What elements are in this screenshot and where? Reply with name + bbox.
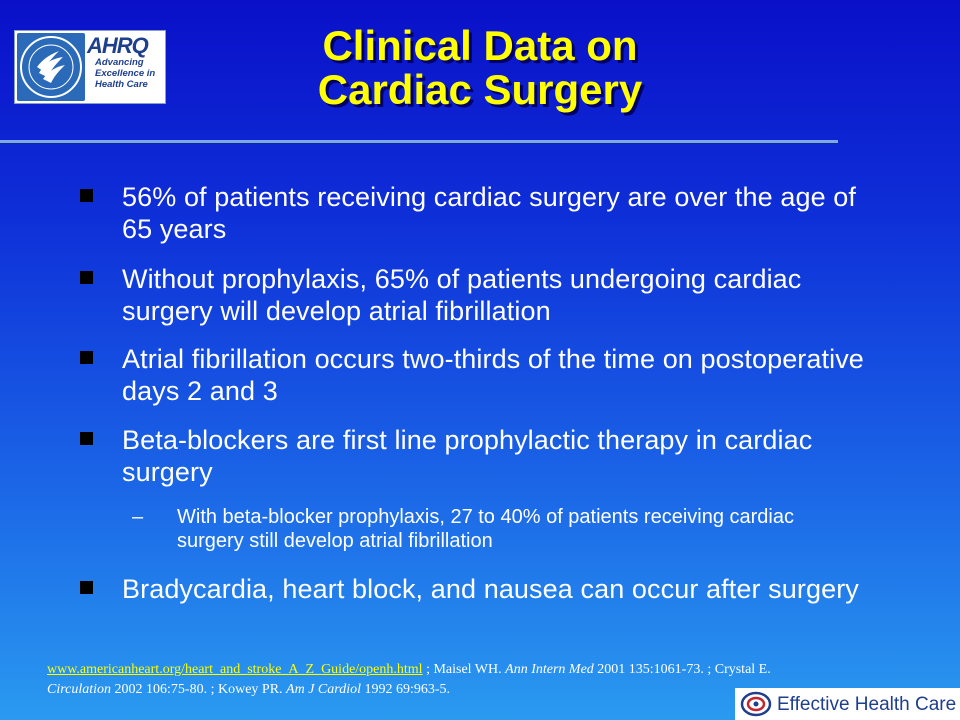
bullet-item — [80, 181, 880, 245]
dash-bullet: – — [132, 506, 144, 528]
bullet-item — [80, 263, 880, 327]
bullet-text: 56% of patients receiving cardiac surgery are over the age of 65 years — [122, 182, 857, 244]
square-bullet-icon — [80, 351, 93, 364]
reference-text: 2002 106:75-80. ; Kowey PR. — [111, 682, 287, 697]
title-divider — [0, 140, 838, 143]
sub-bullet-text: With beta-blocker prophylaxis, 27 to 40% of patients receiving cardiac surgery still develop atrial fibrillation — [177, 506, 794, 552]
ahrq-tagline-3: Health Care — [95, 79, 148, 90]
ahrq-tagline-1: Advancing — [95, 57, 144, 68]
slide-title-line-1: Clinical Data on — [322, 22, 638, 69]
sub-bullet-item — [132, 505, 852, 553]
effective-health-care-text: Effective Health Care — [777, 694, 957, 715]
hhs-seal-icon — [17, 33, 85, 101]
ahrq-wordmark: AHRQ — [87, 33, 148, 58]
ahrq-logo — [87, 35, 165, 101]
square-bullet-icon — [80, 581, 93, 594]
reference-text: 2001 135:1061-73. ; Crystal E. — [593, 662, 771, 677]
square-bullet-icon — [80, 432, 93, 445]
reference-text: ; Maisel WH. — [422, 662, 506, 677]
effective-health-care-icon — [739, 690, 773, 718]
bullet-text: Without prophylaxis, 65% of patients undergoing cardiac surgery will develop atrial fibrillation — [122, 264, 802, 326]
slide-title-line-2: Cardiac Surgery — [317, 66, 643, 113]
reference-link[interactable]: www.americanheart.org/heart_and_stroke_A_Z_Guide/openh.html — [47, 662, 423, 677]
bullet-text: Beta-blockers are first line prophylactic therapy in cardiac surgery — [122, 425, 813, 487]
bullet-item — [80, 573, 880, 605]
slide-title — [230, 24, 730, 112]
bullet-item — [80, 343, 880, 407]
bullet-text: Bradycardia, heart block, and nausea can occur after surgery — [122, 574, 859, 604]
agency-logo-box — [14, 30, 166, 104]
bullet-item — [80, 424, 880, 488]
square-bullet-icon — [80, 271, 93, 284]
reference-text: 1992 69:963-5. — [360, 682, 451, 697]
reference-journal: Ann Intern Med — [505, 662, 594, 677]
effective-health-care-logo — [735, 688, 960, 720]
reference-journal: Circulation — [47, 682, 112, 697]
square-bullet-icon — [80, 189, 93, 202]
bullet-text: Atrial fibrillation occurs two-thirds of the time on postoperative days 2 and 3 — [122, 344, 864, 406]
ahrq-tagline-2: Excellence in — [95, 68, 156, 79]
reference-journal: Am J Cardiol — [286, 682, 361, 697]
